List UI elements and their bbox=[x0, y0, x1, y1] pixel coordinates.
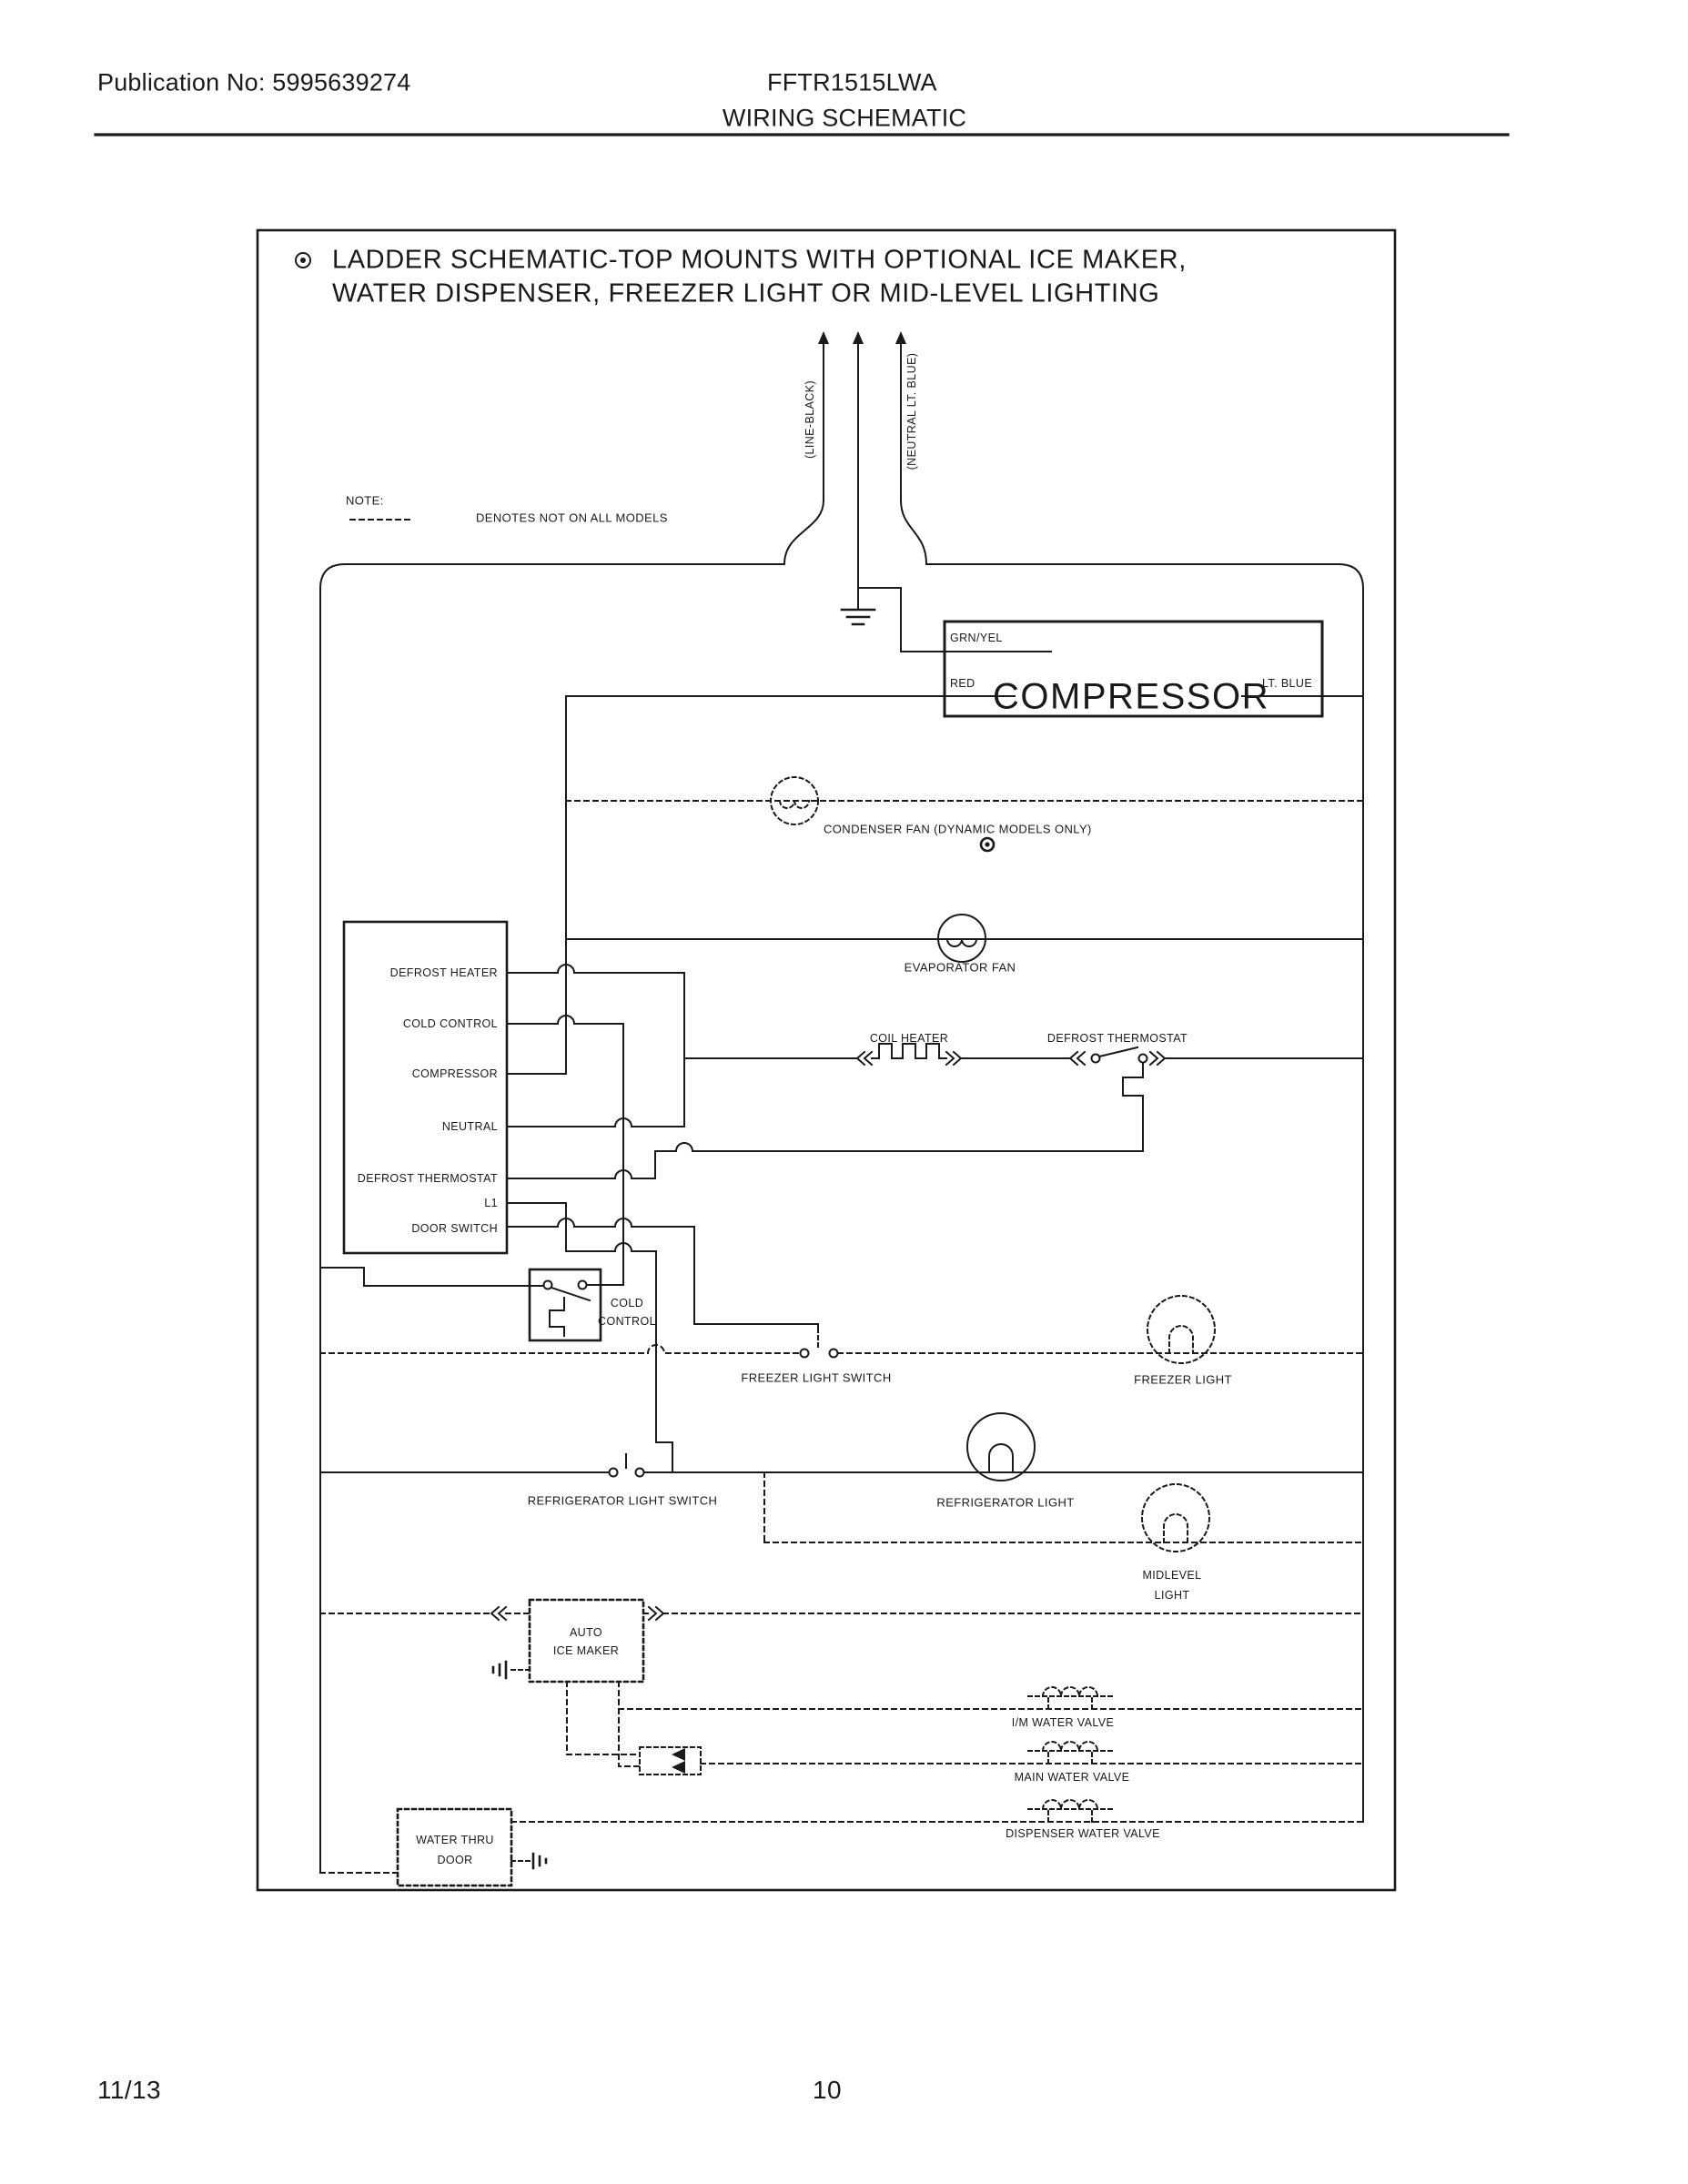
water-thru-door-label-line1: WATER THRU bbox=[416, 1834, 494, 1846]
dispenser-water-valve-icon bbox=[1028, 1800, 1112, 1822]
compressor-label: COMPRESSOR bbox=[993, 676, 1269, 717]
supply-lines bbox=[320, 331, 1363, 1873]
note-label: NOTE: bbox=[346, 493, 384, 508]
terminal-defrost-heater: DEFROST HEATER bbox=[389, 966, 498, 979]
red-wire bbox=[507, 696, 1015, 1074]
cold-control-icon bbox=[320, 1268, 601, 1340]
model-number: FFTR1515LWA bbox=[767, 68, 937, 96]
refrigerator-light-icon bbox=[967, 1413, 1035, 1481]
red-label: RED bbox=[950, 677, 975, 690]
terminal-compressor: COMPRESSOR bbox=[411, 1067, 498, 1080]
freezer-light-label: FREEZER LIGHT bbox=[1134, 1372, 1232, 1387]
terminal-l1: L1 bbox=[484, 1197, 498, 1209]
publication-number: Publication No: 5995639274 bbox=[97, 68, 411, 96]
im-water-valve-icon bbox=[1028, 1687, 1112, 1709]
note-text: DENOTES NOT ON ALL MODELS bbox=[476, 511, 668, 525]
cold-control-label-line2: CONTROL bbox=[598, 1315, 656, 1328]
terminal-neutral: NEUTRAL bbox=[441, 1120, 498, 1133]
midlevel-row bbox=[764, 1472, 1363, 1552]
schematic-frame bbox=[258, 230, 1395, 1890]
bullet-icon bbox=[296, 253, 310, 268]
main-water-valve-icon bbox=[1028, 1742, 1112, 1764]
neutral-label: (NEUTRAL LT. BLUE) bbox=[905, 352, 918, 470]
main-water-valve-label: MAIN WATER VALVE bbox=[1014, 1771, 1130, 1784]
refrigerator-light-switch-label: REFRIGERATOR LIGHT SWITCH bbox=[527, 1493, 718, 1508]
ice-maker-label-line2: ICE MAKER bbox=[552, 1644, 620, 1657]
footer-page-number: 10 bbox=[813, 2076, 842, 2104]
water-thru-door-circuit bbox=[320, 1809, 546, 1886]
target-icon bbox=[981, 838, 994, 851]
ice-maker-label-line1: AUTO bbox=[569, 1626, 603, 1639]
schematic-title-line2: WATER DISPENSER, FREEZER LIGHT OR MID-LEVEL LIGHTING bbox=[332, 278, 1160, 308]
midlevel-light-label-line2: LIGHT bbox=[1154, 1589, 1190, 1602]
cold-control-label-line1: COLD bbox=[610, 1297, 644, 1309]
defrost-thermostat-icon bbox=[1070, 1047, 1363, 1151]
ice-maker-circuit bbox=[320, 1600, 1363, 1766]
grn-yel-label: GRN/YEL bbox=[950, 632, 1003, 644]
schematic-title-line1: LADDER SCHEMATIC-TOP MOUNTS WITH OPTIONAL ICE MAKER, bbox=[332, 245, 1187, 275]
water-thru-door-label-line2: DOOR bbox=[437, 1854, 473, 1866]
defrost-thermostat-label: DEFROST THERMOSTAT bbox=[1046, 1032, 1188, 1045]
terminal-cold-control: COLD CONTROL bbox=[402, 1017, 498, 1030]
coil-heater-icon bbox=[684, 1044, 1070, 1065]
door-ground-icon bbox=[533, 1854, 546, 1868]
line-black-label: (LINE-BLACK) bbox=[804, 379, 816, 460]
freezer-light-switch-label: FREEZER LIGHT SWITCH bbox=[741, 1370, 892, 1385]
water-thru-door-box bbox=[398, 1809, 511, 1886]
freezer-row bbox=[320, 1329, 1363, 1358]
evaporator-fan-label: EVAPORATOR FAN bbox=[904, 960, 1016, 975]
terminal-defrost-thermostat: DEFROST THERMOSTAT bbox=[357, 1172, 498, 1185]
im-water-valve-label: I/M WATER VALVE bbox=[1011, 1716, 1115, 1729]
footer-date: 11/13 bbox=[97, 2076, 161, 2104]
ground-icon bbox=[842, 610, 874, 624]
condenser-fan-label: CONDENSER FAN (DYNAMIC MODELS ONLY) bbox=[824, 822, 1092, 836]
coil-heater-label: COIL HEATER bbox=[869, 1032, 949, 1045]
refrigerator-row bbox=[320, 1454, 1363, 1477]
ice-maker-box bbox=[530, 1600, 643, 1682]
terminal-door-switch: DOOR SWITCH bbox=[411, 1222, 498, 1235]
ice-ground-icon bbox=[493, 1662, 506, 1678]
refrigerator-light-label: REFRIGERATOR LIGHT bbox=[936, 1495, 1075, 1510]
midlevel-light-label-line1: MIDLEVEL bbox=[1142, 1569, 1202, 1582]
lt-blue-label: LT. BLUE bbox=[1262, 677, 1313, 690]
dispenser-water-valve-label: DISPENSER WATER VALVE bbox=[1006, 1827, 1160, 1840]
connector-icon bbox=[640, 1747, 701, 1774]
page-title: WIRING SCHEMATIC bbox=[722, 104, 967, 132]
